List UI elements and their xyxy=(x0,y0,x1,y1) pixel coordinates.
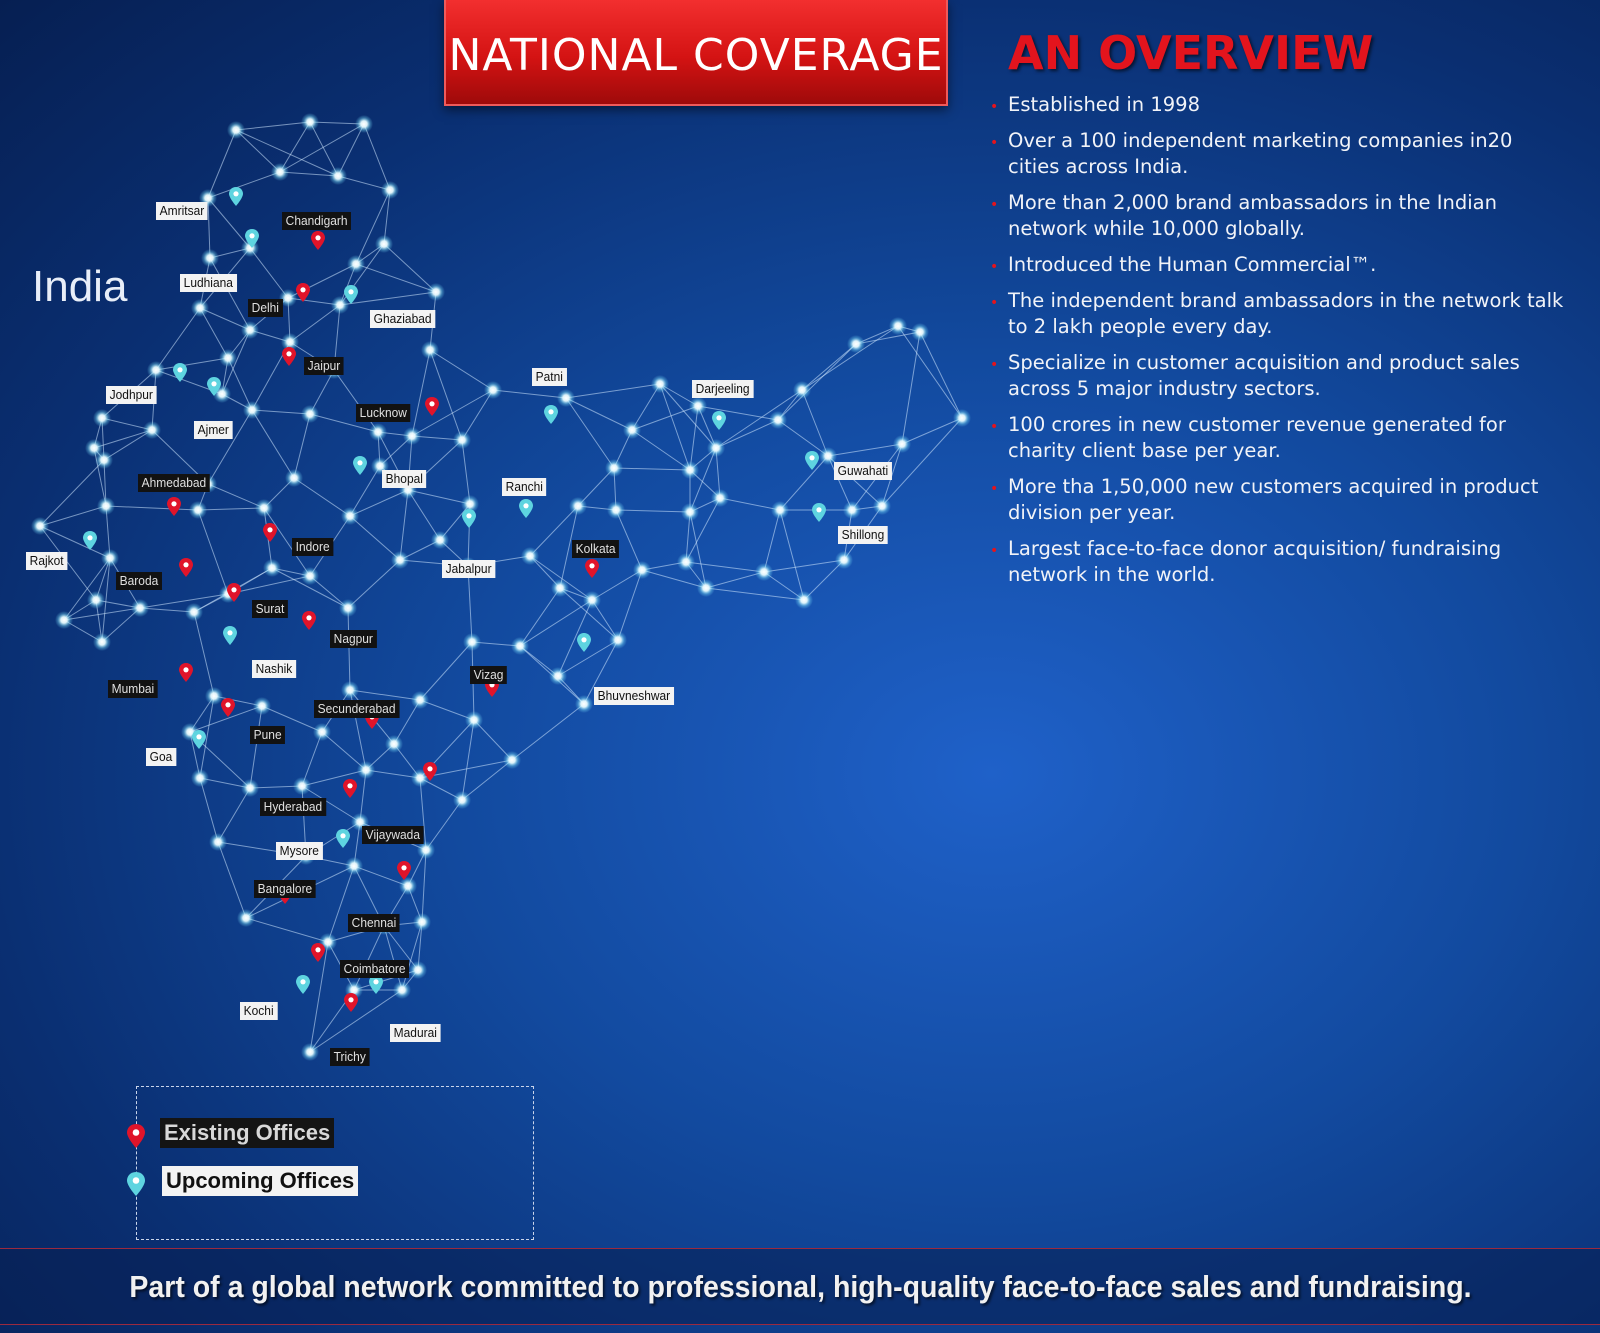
network-line xyxy=(616,510,690,512)
footer-tagline: Part of a global network committed to professional, high-quality face-to-face sales and fundraising. xyxy=(128,1268,1472,1304)
network-line xyxy=(200,778,218,842)
network-node xyxy=(191,769,209,787)
network-node xyxy=(583,591,601,609)
network-node xyxy=(484,381,502,399)
network-line xyxy=(350,490,408,516)
network-line xyxy=(218,842,246,918)
network-node xyxy=(911,323,929,341)
overview-heading: AN OVERVIEW xyxy=(1008,26,1374,80)
network-line xyxy=(426,800,462,850)
city-label-kolkata: Kolkata xyxy=(572,540,619,558)
network-line xyxy=(208,484,264,508)
existing-office-pin-icon xyxy=(179,558,193,577)
network-line xyxy=(780,510,804,600)
network-line xyxy=(512,704,584,760)
network-line xyxy=(208,172,280,198)
network-node xyxy=(677,553,695,571)
network-node xyxy=(843,501,861,519)
upcoming-office-pin-icon xyxy=(296,975,310,994)
city-label-bhopal: Bhopal xyxy=(382,470,427,488)
network-node xyxy=(697,579,715,597)
network-node xyxy=(301,405,319,423)
existing-office-pin-icon xyxy=(425,397,439,416)
overview-item: • Over a 100 independent marketing companies in20 cities across India. xyxy=(990,129,1513,178)
bullet-icon: • xyxy=(990,357,999,373)
network-line xyxy=(294,478,350,516)
upcoming-office-pin-icon xyxy=(805,451,819,470)
network-line xyxy=(566,384,660,398)
city-label-mumbai: Mumbai xyxy=(108,680,158,698)
network-node xyxy=(681,503,699,521)
network-node xyxy=(93,633,111,651)
network-node xyxy=(355,115,373,133)
network-node xyxy=(623,421,641,439)
city-label-darjeeling: Darjeeling xyxy=(692,380,753,398)
city-label-bhuvneshwar: Bhuvneshwar xyxy=(594,687,674,705)
network-node xyxy=(453,791,471,809)
city-label-patni: Patni xyxy=(532,368,567,386)
network-line xyxy=(208,198,250,248)
network-line xyxy=(294,414,310,478)
network-node xyxy=(347,255,365,273)
network-node xyxy=(301,1043,319,1061)
upcoming-office-pin-icon xyxy=(124,1170,148,1200)
network-node xyxy=(329,167,347,185)
network-line xyxy=(156,308,200,370)
network-line xyxy=(690,448,716,512)
network-node xyxy=(453,431,471,449)
map-legend xyxy=(136,1086,534,1240)
network-line xyxy=(618,570,642,640)
network-node xyxy=(609,631,627,649)
city-label-ludhiana: Ludhiana xyxy=(180,274,237,292)
network-line xyxy=(720,498,780,510)
network-line xyxy=(106,506,198,510)
network-line xyxy=(493,390,566,398)
network-line xyxy=(882,418,962,506)
network-line xyxy=(412,390,493,436)
network-node xyxy=(189,501,207,519)
legend-existing-label: Existing Offices xyxy=(160,1118,334,1148)
network-line xyxy=(462,720,474,800)
network-line xyxy=(208,130,236,198)
existing-office-pin-icon xyxy=(282,347,296,366)
bullet-icon: • xyxy=(990,99,999,115)
overview-item: • Specialize in customer acquisition and product sales across 5 major industry sectors. xyxy=(990,351,1520,400)
network-node xyxy=(403,427,421,445)
city-label-rajkot: Rajkot xyxy=(26,552,67,570)
network-line xyxy=(250,706,262,788)
network-node xyxy=(143,421,161,439)
city-label-secunderabad: Secunderabad xyxy=(314,700,399,718)
overview-item: • Established in 1998 xyxy=(990,92,1565,118)
network-node xyxy=(219,349,237,367)
network-node xyxy=(793,381,811,399)
upcoming-office-pin-icon xyxy=(544,405,558,424)
network-node xyxy=(411,691,429,709)
upcoming-office-pin-icon xyxy=(223,626,237,645)
network-line xyxy=(716,420,778,448)
network-line xyxy=(310,122,338,176)
city-label-ajmer: Ajmer xyxy=(194,421,233,439)
network-line xyxy=(430,350,493,390)
network-line xyxy=(356,264,436,292)
network-line xyxy=(348,560,400,608)
network-node xyxy=(369,423,387,441)
city-label-bangalore: Bangalore xyxy=(254,880,316,898)
network-line xyxy=(364,124,390,190)
network-line xyxy=(400,490,408,560)
bullet-icon: • xyxy=(990,419,999,435)
network-line xyxy=(716,390,802,448)
network-node xyxy=(87,591,105,609)
network-line xyxy=(218,788,250,842)
overview-list xyxy=(990,92,1565,598)
network-node xyxy=(191,299,209,317)
network-line xyxy=(198,510,228,594)
city-label-guwahati: Guwahati xyxy=(834,462,892,480)
network-line xyxy=(566,398,614,468)
network-node xyxy=(421,341,439,359)
network-node xyxy=(681,461,699,479)
network-line xyxy=(614,468,690,470)
network-line xyxy=(348,608,350,690)
network-node xyxy=(409,961,427,979)
upcoming-office-pin-icon xyxy=(519,499,533,518)
city-label-indore: Indore xyxy=(292,538,333,556)
network-line xyxy=(902,332,920,444)
city-label-ghaziabad: Ghaziabad xyxy=(370,310,435,328)
city-label-ranchi: Ranchi xyxy=(502,478,547,496)
footer-banner xyxy=(0,1248,1600,1325)
country-label: India xyxy=(32,262,128,311)
network-node xyxy=(201,249,219,267)
network-node xyxy=(769,411,787,429)
city-label-pune: Pune xyxy=(250,726,285,744)
network-node xyxy=(341,681,359,699)
network-node xyxy=(633,561,651,579)
existing-office-pin-icon xyxy=(311,231,325,250)
network-node xyxy=(771,501,789,519)
network-line xyxy=(642,570,706,588)
network-node xyxy=(313,723,331,741)
network-line xyxy=(384,244,436,292)
network-node xyxy=(341,507,359,525)
network-line xyxy=(520,588,560,646)
bullet-icon: • xyxy=(990,481,999,497)
network-node xyxy=(953,409,971,427)
city-label-kochi: Kochi xyxy=(240,1002,277,1020)
network-node xyxy=(301,567,319,585)
network-node xyxy=(889,317,907,335)
network-line xyxy=(920,332,962,418)
city-label-amritsar: Amritsar xyxy=(156,202,208,220)
city-label-jodhpur: Jodhpur xyxy=(106,386,157,404)
network-node xyxy=(243,401,261,419)
network-node xyxy=(85,439,103,457)
network-line xyxy=(660,384,690,470)
network-line xyxy=(566,398,632,430)
network-line xyxy=(632,430,690,470)
network-node xyxy=(301,113,319,131)
network-node xyxy=(551,579,569,597)
network-node xyxy=(607,501,625,519)
network-node xyxy=(391,551,409,569)
existing-office-pin-icon xyxy=(221,698,235,717)
network-node xyxy=(271,163,289,181)
city-label-goa: Goa xyxy=(146,748,176,766)
network-lines xyxy=(40,122,962,1052)
existing-office-pin-icon xyxy=(344,993,358,1012)
overview-item: • More than 2,000 brand ambassadors in the Indian network while 10,000 globally. xyxy=(990,191,1497,240)
page-title: NATIONAL COVERAGE xyxy=(448,29,944,81)
existing-office-pin-icon xyxy=(302,611,316,630)
network-node xyxy=(147,361,165,379)
network-node xyxy=(431,531,449,549)
network-node xyxy=(97,497,115,515)
network-node xyxy=(465,711,483,729)
existing-office-pin-icon xyxy=(263,523,277,542)
network-node xyxy=(605,459,623,477)
network-node xyxy=(253,697,271,715)
network-line xyxy=(420,642,472,700)
network-node xyxy=(241,779,259,797)
city-label-chennai: Chennai xyxy=(348,914,400,932)
city-label-baroda: Baroda xyxy=(116,572,162,590)
network-line xyxy=(802,344,856,390)
network-line xyxy=(290,305,340,342)
network-node xyxy=(241,321,259,339)
existing-office-pin-icon xyxy=(124,1122,148,1152)
overview-item: • The independent brand ambassadors in the network talk to 2 lakh people every day. xyxy=(990,289,1564,338)
city-label-chandigarh: Chandigarh xyxy=(282,212,351,230)
network-line xyxy=(706,572,764,588)
city-label-jabalpur: Jabalpur xyxy=(442,560,495,578)
network-line xyxy=(632,406,698,430)
network-line xyxy=(430,350,462,440)
existing-office-pin-icon xyxy=(585,559,599,578)
network-node xyxy=(55,611,73,629)
network-line xyxy=(462,440,470,504)
network-node xyxy=(503,751,521,769)
network-node xyxy=(331,296,349,314)
network-node xyxy=(707,439,725,457)
existing-office-pin-icon xyxy=(179,663,193,682)
network-line xyxy=(194,612,214,696)
bullet-icon: • xyxy=(990,295,999,311)
existing-office-pin-icon xyxy=(311,943,325,962)
existing-office-pin-icon xyxy=(167,497,181,516)
network-node xyxy=(399,877,417,895)
network-line xyxy=(384,926,402,990)
network-node xyxy=(339,599,357,617)
network-line xyxy=(236,122,310,130)
network-line xyxy=(856,332,920,344)
network-line xyxy=(198,508,264,510)
overview-item: • More tha 1,50,000 new customers acquired in product division per year. xyxy=(990,475,1539,524)
network-node xyxy=(93,409,111,427)
network-node xyxy=(835,551,853,569)
overview-item: • 100 crores in new customer revenue generated for charity client base per year. xyxy=(990,413,1506,462)
network-node xyxy=(893,435,911,453)
network-node xyxy=(569,497,587,515)
network-node xyxy=(237,909,255,927)
upcoming-office-pin-icon xyxy=(577,633,591,652)
network-node xyxy=(427,283,445,301)
upcoming-office-pin-icon xyxy=(462,509,476,528)
network-node xyxy=(873,497,891,515)
network-node xyxy=(357,761,375,779)
network-node xyxy=(293,777,311,795)
network-line xyxy=(280,124,364,172)
network-node xyxy=(227,121,245,139)
network-node xyxy=(413,913,431,931)
city-label-vizag: Vizag xyxy=(470,666,507,684)
network-line xyxy=(350,690,420,700)
network-node xyxy=(101,549,119,567)
upcoming-office-pin-icon xyxy=(173,363,187,382)
network-node xyxy=(345,857,363,875)
network-line xyxy=(690,406,698,470)
city-label-lucknow: Lucknow xyxy=(356,404,411,422)
network-line xyxy=(156,358,228,370)
network-node xyxy=(263,559,281,577)
city-label-nashik: Nashik xyxy=(252,660,296,678)
bullet-icon: • xyxy=(990,197,999,213)
upcoming-office-pin-icon xyxy=(812,503,826,522)
network-line xyxy=(350,516,400,560)
network-line xyxy=(616,510,642,570)
legend-upcoming-label: Upcoming Offices xyxy=(162,1166,358,1196)
network-node xyxy=(205,687,223,705)
city-label-vijaywada: Vijaywada xyxy=(362,826,424,844)
city-label-ahmedabad: Ahmedabad xyxy=(138,474,210,492)
network-node xyxy=(549,667,567,685)
city-label-jaipur: Jaipur xyxy=(304,357,344,375)
network-node xyxy=(575,695,593,713)
network-node xyxy=(847,335,865,353)
network-node xyxy=(795,591,813,609)
network-line xyxy=(778,344,856,420)
network-node xyxy=(185,603,203,621)
network-line xyxy=(780,456,828,510)
network-node xyxy=(557,389,575,407)
upcoming-office-pin-icon xyxy=(712,411,726,430)
network-line xyxy=(530,506,578,556)
network-node xyxy=(755,563,773,581)
network-node xyxy=(375,235,393,253)
upcoming-office-pin-icon xyxy=(353,456,367,475)
network-line xyxy=(246,918,328,942)
network-line xyxy=(208,198,210,258)
network-node xyxy=(209,833,227,851)
upcoming-office-pin-icon xyxy=(336,829,350,848)
upcoming-office-pin-icon xyxy=(192,730,206,749)
network-nodes xyxy=(31,113,971,1061)
city-label-coimbatore: Coimbatore xyxy=(340,960,409,978)
network-node xyxy=(255,499,273,517)
network-node xyxy=(31,517,49,535)
network-line xyxy=(408,490,470,504)
network-line xyxy=(698,406,778,420)
network-line xyxy=(422,850,426,922)
network-node xyxy=(131,599,149,617)
network-node xyxy=(711,489,729,507)
network-line xyxy=(462,760,512,800)
bullet-icon: • xyxy=(990,543,999,559)
network-node xyxy=(521,547,539,565)
network-node xyxy=(651,375,669,393)
network-line xyxy=(250,248,288,298)
network-line xyxy=(252,410,294,478)
bullet-icon: • xyxy=(990,259,999,275)
city-label-shillong: Shillong xyxy=(838,526,888,544)
network-node xyxy=(511,637,529,655)
network-node xyxy=(285,469,303,487)
overview-item: • Introduced the Human Commercial™. xyxy=(990,252,1565,278)
network-line xyxy=(236,130,280,172)
city-label-mysore: Mysore xyxy=(276,842,323,860)
network-line xyxy=(210,258,250,330)
city-label-surat: Surat xyxy=(252,600,288,618)
network-line xyxy=(764,510,780,572)
existing-office-pin-icon xyxy=(343,779,357,798)
city-label-delhi: Delhi xyxy=(248,299,283,317)
city-label-madurai: Madurai xyxy=(390,1024,441,1042)
title-banner xyxy=(444,0,948,106)
network-line xyxy=(686,562,764,572)
network-line xyxy=(764,560,844,572)
network-node xyxy=(381,181,399,199)
network-line xyxy=(802,326,898,390)
network-line xyxy=(828,444,902,456)
network-node xyxy=(393,981,411,999)
network-line xyxy=(902,418,962,444)
network-node xyxy=(463,633,481,651)
city-label-nagpur: Nagpur xyxy=(330,630,377,648)
city-label-trichy: Trichy xyxy=(330,1048,369,1066)
overview-item: • Largest face-to-face donor acquisition/ fundraising network in the world. xyxy=(990,537,1502,586)
network-line xyxy=(334,370,378,432)
network-line xyxy=(898,326,962,418)
network-node xyxy=(385,735,403,753)
network-node xyxy=(689,397,707,415)
upcoming-office-pin-icon xyxy=(229,187,243,206)
city-label-hyderabad: Hyderabad xyxy=(260,798,326,816)
network-line xyxy=(412,350,430,436)
bullet-icon: • xyxy=(990,135,999,151)
